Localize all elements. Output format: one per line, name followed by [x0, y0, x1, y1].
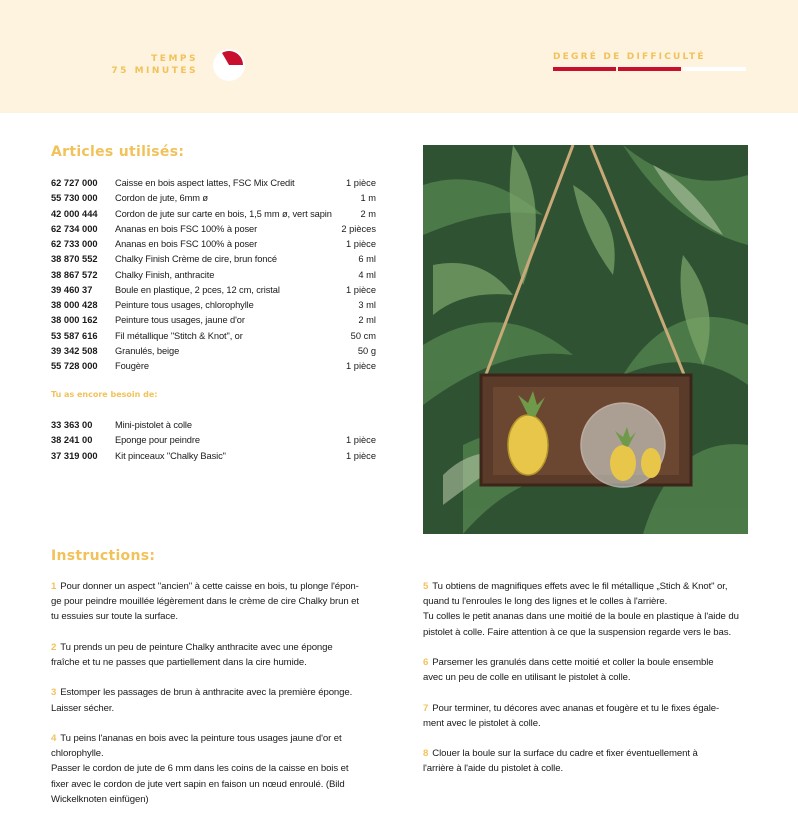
material-row: [51, 283, 376, 298]
material-row: [51, 298, 376, 313]
material-code: 62 734 000: [51, 223, 98, 234]
material-row: [51, 268, 376, 283]
step-text: Tu prends un peu de peinture Chalky anthracite avec une éponge fraîche et tu ne passes que partiellement dans la cire humide.: [51, 641, 333, 668]
material-code: 38 867 572: [51, 269, 98, 280]
material-description: Cordon de jute, 6mm ø: [115, 193, 208, 204]
material-code: 38 000 428: [51, 300, 98, 310]
step-text: Tu peins l'ananas en bois avec la peinture tous usages jaune d'or et chlorophylle. Passer le cordon de jute de 6 mm dans les coins de la caisse en bois et fixer avec le cordon de jute vert sapin en faison un nœud enroulé. (Bild Wickelknoten einfügen): [51, 732, 349, 805]
photo-illustration: [423, 145, 748, 534]
instruction-step: [51, 579, 381, 625]
material-quantity: 6 ml: [358, 254, 376, 265]
material-description: Cordon de jute sur carte en bois, 1,5 mm ø, vert sapin: [115, 208, 332, 219]
material-quantity: 1 pièce: [346, 361, 376, 371]
material-code: 39 342 508: [51, 345, 98, 356]
instruction-step: [423, 701, 753, 731]
material-description: Fougère: [115, 361, 149, 371]
time-value: 75 MINUTES: [111, 66, 198, 76]
material-row: [51, 191, 376, 206]
material-code: 53 587 616: [51, 330, 98, 341]
materials-list: [51, 176, 376, 374]
material-quantity: 2 ml: [358, 315, 376, 326]
material-row: [51, 252, 376, 267]
material-quantity: 1 m: [360, 193, 376, 204]
difficulty-label: DEGRÉ DE DIFFICULTÉ: [553, 52, 706, 62]
material-code: 38 241 00: [51, 435, 93, 446]
material-row: [51, 222, 376, 237]
material-quantity: 1 pièce: [346, 435, 376, 446]
step-number: 1: [51, 581, 57, 592]
step-number: 5: [423, 581, 429, 592]
material-code: 62 727 000: [51, 178, 98, 188]
step-text: Clouer la boule sur la surface du cadre et fixer éventuellement à l'arrière à l'aide du pistolet à colle.: [423, 748, 698, 775]
step-number: 7: [423, 702, 429, 714]
instruction-step: [423, 579, 753, 640]
materials-title: Articles utilisés:: [51, 144, 185, 160]
header-band: [0, 0, 798, 113]
step-number: 8: [423, 748, 429, 760]
material-row: [51, 433, 376, 448]
extra-materials-list: [51, 418, 376, 464]
material-row: [51, 449, 376, 464]
instructions-right: [423, 579, 753, 792]
material-quantity: 1 pièce: [346, 178, 376, 188]
material-quantity: 1 pièce: [346, 239, 376, 249]
material-quantity: 3 ml: [358, 300, 376, 310]
instructions-title: Instructions:: [51, 548, 156, 564]
material-description: Chalky Finish, anthracite: [115, 269, 215, 280]
instruction-step: [51, 731, 381, 807]
material-description: Peinture tous usages, jaune d'or: [115, 315, 245, 326]
material-code: 39 460 37: [51, 284, 93, 295]
material-code: 42 000 444: [51, 208, 98, 219]
material-row: [51, 207, 376, 222]
time-info: [111, 53, 198, 77]
material-description: Granulés, beige: [115, 345, 180, 356]
material-row: [51, 176, 376, 191]
clock-icon: [212, 48, 246, 82]
material-quantity: 4 ml: [358, 269, 376, 280]
material-description: Kit pinceaux "Chalky Basic": [115, 450, 226, 461]
material-code: 62 733 000: [51, 239, 98, 249]
material-quantity: 50 g: [357, 345, 376, 356]
material-quantity: 50 cm: [350, 330, 376, 341]
step-text: Estomper les passages de brun à anthracite avec la première éponge. Laisser sécher.: [51, 687, 353, 714]
material-quantity: 2 m: [360, 208, 376, 219]
material-code: 37 319 000: [51, 450, 98, 461]
material-code: 55 730 000: [51, 193, 98, 204]
material-row: [51, 329, 376, 344]
instruction-step: [423, 746, 753, 776]
material-description: Eponge pour peindre: [115, 435, 200, 446]
step-number: 4: [51, 732, 57, 744]
material-description: Ananas en bois FSC 100% à poser: [115, 223, 258, 234]
material-code: 55 728 000: [51, 361, 98, 371]
material-quantity: 2 pièces: [341, 223, 376, 234]
material-description: Fil métallique "Stitch & Knot", or: [115, 330, 243, 341]
difficulty-bar-3: [683, 67, 746, 71]
material-code: 33 363 00: [51, 420, 93, 430]
difficulty-bar-2: [618, 67, 681, 71]
material-quantity: 1 pièce: [346, 284, 376, 295]
step-number: 3: [51, 687, 57, 699]
material-quantity: 1 pièce: [346, 450, 376, 461]
material-code: 38 870 552: [51, 254, 98, 265]
material-description: Mini-pistolet à colle: [115, 420, 192, 430]
material-code: 38 000 162: [51, 315, 98, 326]
material-description: Peinture tous usages, chlorophylle: [115, 300, 254, 310]
material-description: Boule en plastique, 2 pces, 12 cm, cristal: [115, 284, 280, 295]
material-row: [51, 344, 376, 359]
difficulty-bar-1: [553, 67, 616, 71]
material-description: Ananas en bois FSC 100% à poser: [115, 239, 258, 249]
step-number: 6: [423, 657, 429, 668]
step-text: Pour donner un aspect "ancien" à cette caisse en bois, tu plonge l'épon- ge pour peindre mouillée légèrement dans le crème de cire Chalky brun et tu essuies sur toute la surface.: [51, 581, 359, 623]
step-text: Tu obtiens de magnifiques effets avec le fil métallique „Stich & Knot" or, quand tu l'enroules le long des lignes et le colles à l'arrière. Tu colles le petit ananas dans une moitié de la boule en plastique à l'aide du pistolet à colle. Faire attention à ce que la suspension regarde vers le bas.: [423, 581, 739, 638]
material-row: [51, 237, 376, 252]
project-photo: [423, 145, 748, 534]
material-row: [51, 359, 376, 374]
instructions-left: [51, 579, 381, 822]
instruction-step: [51, 640, 381, 670]
difficulty-meter: [553, 67, 747, 71]
material-row: [51, 418, 376, 433]
instruction-step: [51, 685, 381, 715]
material-description: Chalky Finish Crème de cire, brun foncé: [115, 254, 277, 265]
step-text: Pour terminer, tu décores avec ananas et fougère et tu le fixes égale- ment avec le pistolet à colle.: [423, 702, 720, 729]
instruction-step: [423, 655, 753, 685]
time-label: TEMPS: [151, 54, 198, 64]
extra-materials-title: Tu as encore besoin de:: [51, 390, 158, 399]
material-description: Caisse en bois aspect lattes, FSC Mix Credit: [115, 178, 295, 188]
step-text: Parsemer les granulés dans cette moitié et coller la boule ensemble avec un peu de colle en utilisant le pistolet à colle.: [423, 657, 714, 684]
step-number: 2: [51, 641, 57, 653]
material-row: [51, 313, 376, 328]
